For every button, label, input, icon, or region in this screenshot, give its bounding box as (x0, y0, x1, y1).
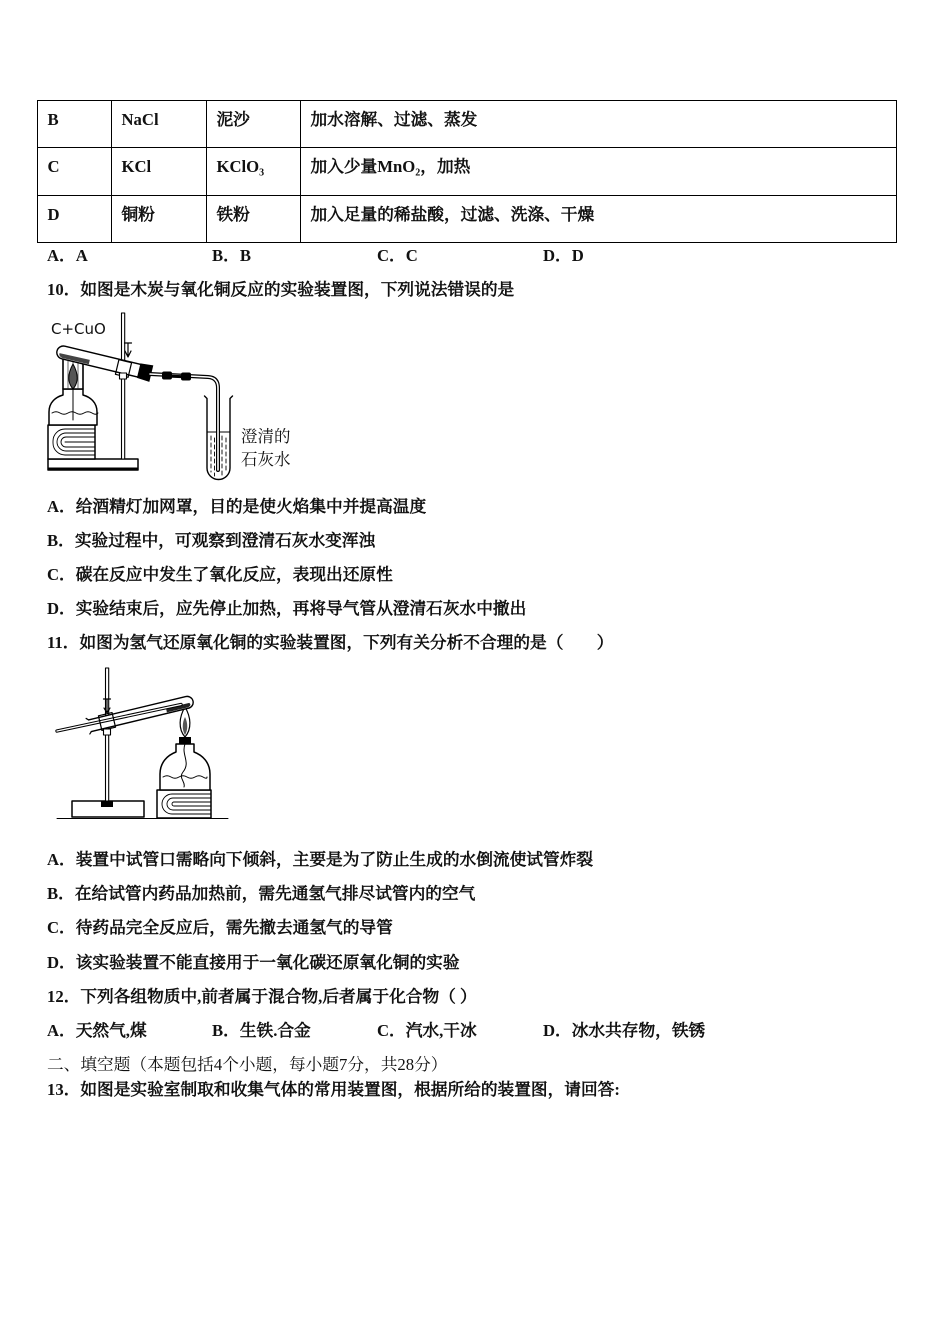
wood-block (48, 425, 113, 459)
method-cell: 加入足量的稀盐酸，过滤、洗涤、干燥 (301, 195, 897, 242)
question-10-option-a: A．给酒精灯加网罩，目的是使火焰集中并提高温度 (47, 497, 427, 516)
iron-stand-base (48, 459, 138, 470)
option-d: D．D (543, 246, 584, 265)
alcohol-lamp (160, 737, 210, 790)
section-heading: 二、填空题（本题包括4个小题，每小题7分，共28分） (47, 1055, 448, 1074)
question-11-option-a: A．装置中试管口需略向下倾斜，主要是为了防止生成的水倒流使试管炸裂 (47, 850, 594, 869)
reactant-label: C+CuO (51, 320, 106, 338)
question-11-option-c: C．待药品完全反应后，需先撤去通氢气的导管 (47, 918, 393, 937)
hydrogen-inlet-tube (57, 705, 181, 732)
impurity-removal-table (37, 100, 897, 243)
option-cell: B (38, 101, 112, 148)
impurity-cell: 铁粉 (207, 195, 301, 242)
option-a: A．天然气,煤 (47, 1021, 147, 1040)
wick-holder (179, 737, 191, 744)
question-11-stem: 11．如图为氢气还原氧化铜的实验装置图，下列有关分析不合理的是（ ） (47, 633, 614, 652)
question-10-option-b: B．实验过程中，可观察到澄清石灰水变浑浊 (47, 531, 376, 550)
impurity-cell: KClO₃ (207, 148, 301, 195)
question-11-option-b: B．在给试管内药品加热前，需先通氢气排尽试管内的空气 (47, 884, 476, 903)
method-cell: 加入少量MnO₂，加热 (301, 148, 897, 195)
iron-stand-rod (122, 313, 125, 459)
substance-cell: NaCl (112, 101, 207, 148)
option-b: B．生铁.合金 (212, 1021, 311, 1040)
carbon-reduction-apparatus-figure (40, 308, 305, 486)
question-12-options (0, 1021, 950, 1041)
limewater-label-line1: 澄清的 (241, 427, 291, 446)
question-10-stem: 10．如图是木炭与氧化铜反应的实验装置图，下列说法错误的是 (47, 280, 515, 299)
rubber-connector (162, 372, 191, 381)
question-13-stem: 13．如图是实验室制取和收集气体的常用装置图，根据所给的装置图，请回答: (47, 1080, 620, 1099)
impurity-cell: 泥沙 (207, 101, 301, 148)
option-a: A．A (47, 246, 88, 265)
option-cell: C (38, 148, 112, 195)
wood-block (157, 790, 228, 818)
option-cell: D (38, 195, 112, 242)
question-11-option-d: D．该实验装置不能直接用于一氧化碳还原氧化铜的实验 (47, 953, 460, 972)
alcohol-lamp (49, 389, 98, 425)
table-row (38, 101, 897, 148)
table-row (38, 148, 897, 195)
limewater-label-line2: 石灰水 (241, 450, 291, 469)
question-10-option-c: C．碳在反应中发生了氧化反应，表现出还原性 (47, 565, 393, 584)
option-c: C．汽水,干冰 (377, 1021, 477, 1040)
question-10-option-d: D．实验结束后，应先停止加热，再将导气管从澄清石灰水中撤出 (47, 599, 527, 618)
substance-cell: 铜粉 (112, 195, 207, 242)
iron-stand-base (72, 801, 144, 817)
substance-cell: KCl (112, 148, 207, 195)
option-d: D．冰水共存物，铁锈 (543, 1021, 706, 1040)
question-9-options (0, 246, 950, 266)
method-cell: 加水溶解、过滤、蒸发 (301, 101, 897, 148)
hydrogen-reduction-apparatus-figure (52, 662, 234, 824)
question-12-stem: 12．下列各组物质中,前者属于混合物,后者属于化合物（ ） (47, 987, 477, 1006)
option-c: C．C (377, 246, 418, 265)
table-row (38, 195, 897, 242)
option-b: B．B (212, 246, 251, 265)
